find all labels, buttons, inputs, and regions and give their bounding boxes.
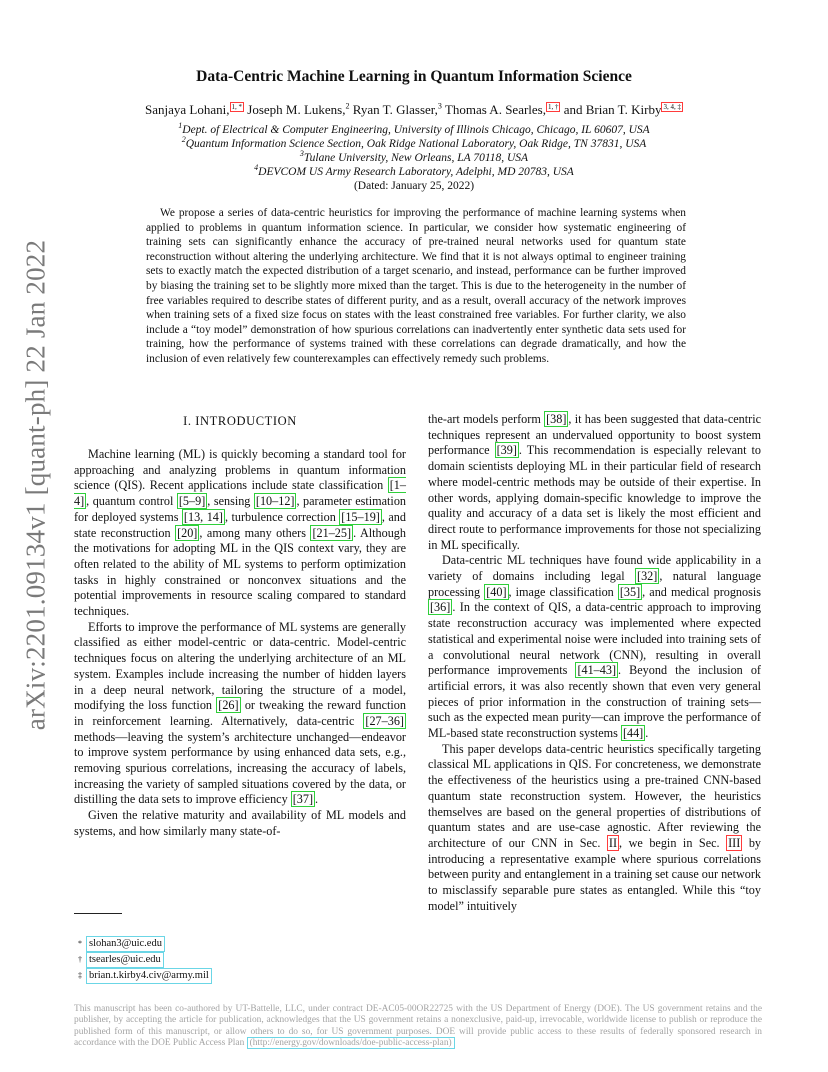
paragraph — [428, 742, 761, 915]
footnote — [74, 952, 334, 968]
email-link[interactable]: tsearles@uic.edu — [86, 952, 164, 968]
section-heading: I. INTRODUCTION — [183, 414, 297, 428]
email-link[interactable]: slohan3@uic.edu — [86, 936, 165, 952]
footnote-mark: † — [78, 955, 82, 964]
text-run: the-art models perform — [428, 412, 545, 426]
author: Thomas A. Searles, — [444, 102, 546, 117]
text-run: , image classification — [508, 584, 618, 599]
author-sup: 3 — [437, 101, 442, 111]
text-run: This paper develops data-centric heuristics specifically targeting classical ML applications in QIS. For concreteness, we demonstrate the effectiveness of the heuristics using a pre-trained CNN-based quantum state reconstruction system. However, the heuristics themselves are based on the general properties of distributions of quantum states and are use-case agnostic. After reviewing the architecture of our CNN in Sec. — [428, 741, 761, 850]
citation-link[interactable]: [44] — [622, 726, 644, 741]
copyright-notice — [74, 1004, 762, 1050]
author-note-ref[interactable]: 1, † — [547, 102, 559, 111]
text-run: . This recommendation is especially relevant to domain scientists deploying ML in their particular field of research where model-centric methods may be outside of their expertise. In other words, applying domain-specific knowledge to improve the quality and accuracy of a data set is likely the most efficient and direct route to performance improvements for those not specializing in ML specifically. — [428, 443, 761, 552]
author: and Brian T. Kirby — [563, 102, 662, 117]
citation-link[interactable]: [32] — [637, 569, 658, 584]
section-link[interactable]: II — [608, 835, 618, 850]
affiliation — [0, 121, 828, 136]
citation-link[interactable]: [39] — [496, 443, 517, 458]
text-run: , we begin in Sec. — [619, 835, 727, 850]
paper-title: Data-Centric Machine Learning in Quantum Information Science — [196, 68, 632, 85]
footnote-mark: * — [78, 939, 82, 948]
author: Joseph M. Lukens, — [247, 102, 346, 117]
author-note-ref[interactable]: 3, 4, ‡ — [663, 102, 681, 111]
text-run: . Although the motivations for adopting ML in the QIS context vary, they are often related to the ability of ML systems to perform optimization tasks in highly constrained or nonconvex situations and the potential improvements in resource scaling compared to standard techniques. — [74, 525, 406, 619]
paragraph: Given the relative maturity and availability of ML models and systems, and how similarly many state-of- — [74, 808, 406, 838]
paragraph — [74, 620, 406, 808]
citation-link[interactable]: [20] — [177, 525, 198, 540]
text-run: , and state reconstruction — [74, 509, 406, 540]
affiliation-text: Tulane University, New Orleans, LA 70118, USA — [303, 152, 529, 164]
affiliation — [0, 149, 828, 164]
affiliation — [0, 163, 828, 178]
citation-link[interactable]: [1–4] — [74, 478, 406, 509]
footnote-rule — [74, 913, 122, 914]
text-run: . In the context of QIS, a data-centric approach to improving state reconstruction accuracy was implemented where expected statistical and experimental noise were included into training sets of a convolutional neural network (CNN), resulting in overall performance improvements — [428, 600, 761, 678]
section-link[interactable]: III — [728, 835, 741, 850]
text-run: or tweaking the reward function in reinforcement learning. Alternatively, data-centric — [74, 698, 406, 728]
right-column — [428, 412, 761, 915]
affiliation-text: Dept. of Electrical & Computer Engineering, University of Illinois Chicago, Chicago, IL 60607, USA — [182, 124, 650, 136]
citation-link[interactable]: [26] — [218, 698, 239, 713]
text-run: , sensing — [207, 494, 254, 509]
citation-link[interactable]: [21–25] — [312, 525, 352, 540]
citation-link[interactable]: [10–12] — [255, 494, 295, 509]
text-run: . — [645, 726, 649, 741]
text-run: methods—leaving the system’s architecture unchanged—endeavor to improve system performance by using enhanced data sets, e.g., removing spurious correlations, increasing the accuracy of labels, increasing the variety of sampled situations covered by the data, or distilling the data sets to improve efficiency — [74, 729, 406, 807]
text-run: Machine learning (ML) is quickly becoming a standard tool for approaching and analyzing problems in quantum information science (QIS). Recent applications include state classification — [74, 447, 406, 493]
text-run: . Beyond the inclusion of artificial errors, it was also recently shown that even very general pieces of prior information in the construction of training sets—such as the expected mean purity—can improve the performance of ML-based state reconstruction systems — [428, 663, 761, 741]
author-note-ref[interactable]: 1, * — [231, 102, 243, 111]
citation-link[interactable]: [35] — [619, 584, 641, 599]
affiliation-number: 4 — [254, 163, 259, 173]
text-run: Efforts to improve the performance of ML systems are generally classified as either model-centric or data-centric. Model-centric techniques focus on altering the underlying architecture of an ML system. Examples include increasing the number of hidden layers in a deep neural network, tailoring the structure of a model, modifying the loss function — [74, 619, 406, 713]
citation-link[interactable]: [40] — [486, 584, 507, 599]
author: Ryan T. Glasser, — [352, 102, 438, 117]
dated-line: (Dated: January 25, 2022) — [353, 180, 475, 192]
paragraph — [428, 412, 761, 553]
citation-link[interactable]: [5–9] — [178, 494, 206, 509]
paragraph — [428, 553, 761, 741]
citation-link[interactable]: [27–36] — [365, 713, 404, 728]
author: Sanjaya Lohani, — [145, 102, 230, 117]
footnote — [74, 968, 334, 984]
arxiv-identifier: arXiv:2201.09134v1 [quant-ph] 22 Jan 2022 — [20, 239, 51, 731]
author-sup: 2 — [345, 101, 350, 111]
citation-link[interactable]: [13, 14] — [183, 509, 223, 524]
author-list — [0, 102, 828, 118]
text-run: Data-centric ML techniques have found wide applicability in a variety of domains including legal — [428, 553, 761, 584]
affiliation — [0, 135, 828, 150]
text-run: , among many others — [199, 525, 311, 540]
text-run: , turbulence correction — [224, 509, 340, 524]
text-run: , it has been suggested that data-centric techniques represent an undervalued opportunity to boost system performance — [428, 412, 761, 458]
text-run: , natural language processing — [428, 569, 762, 599]
text-run: , and medical prognosis — [642, 584, 761, 599]
citation-link[interactable]: [15–19] — [341, 509, 380, 524]
citation-link[interactable]: [37] — [292, 792, 314, 807]
notice-text: This manuscript has been co-authored by UT-Battelle, LLC, under contract DE-AC05-00OR22725 with the US Department of Energy (DOE). The US government retains and the publisher, by accepting the article for publication, acknowledges that the US government retains a nonexclusive, paid-up, irrevocable, worldwide license to publish or reproduce the published form of this manuscript, or allow others to do so, for US government purposes. DOE will provide public access to these results of federally sponsored research in accordance with the DOE Public Access Plan — [74, 1004, 762, 1049]
affiliation-number: 3 — [299, 149, 304, 159]
text-run: , quantum control — [86, 494, 177, 509]
abstract: We propose a series of data-centric heuristics for improving the performance of machine learning systems when applied to problems in quantum information science. In particular, we consider how systematic engineering of training sets can significantly enhance the accuracy of pre-trained neural networks used for quantum state reconstruction without altering the underlying architecture. We find that it is not always optimal to engineer training sets to exactly match the expected distribution of a target scenario, and instead, performance can be further improved by biasing the training set to be slightly more mixed than the target. This is due to the heterogeneity in the number of free variables required to describe states of different purity, and as a result, overall accuracy of the network improves when training sets of a fixed size focus on states with the least constrained free variables. For further clarity, we also include a “toy model” demonstration of how spurious correlations can inadvertently enter synthetic data sets used for training, how the performance of systems trained with these correlations can degrade dramatically, and how the inclusion of even relatively few counterexamples can effectively remedy such problems. — [146, 207, 686, 365]
affiliation-text: Quantum Information Science Section, Oak Ridge National Laboratory, Oak Ridge, TN 37831, USA — [185, 138, 647, 150]
text-run: , parameter estimation for deployed systems — [74, 494, 407, 524]
affiliation-number: 1 — [178, 121, 183, 131]
paragraph — [74, 447, 406, 620]
citation-link[interactable]: [38] — [546, 412, 567, 426]
text-run: . — [315, 792, 319, 807]
citation-link[interactable]: [41–43] — [577, 663, 617, 678]
text-run: by introducing a representative example where spurious correlations between purity and entanglement in a training set cause our network to misclassify separable pure states as entangled. While this “toy model” intuitively — [428, 835, 762, 913]
doe-access-plan-link[interactable]: (http://energy.gov/downloads/doe-public-access-plan) — [247, 1037, 455, 1049]
left-column — [74, 447, 406, 840]
affiliation-number: 2 — [181, 135, 186, 145]
footnote-mark: ‡ — [78, 971, 82, 980]
email-link[interactable]: brian.t.kirby4.civ@army.mil — [86, 968, 212, 984]
citation-link[interactable]: [36] — [430, 600, 451, 615]
footnote — [74, 936, 334, 952]
footnotes — [74, 936, 334, 984]
arxiv-sidebar — [16, 239, 56, 731]
affiliation-text: DEVCOM US Army Research Laboratory, Adelphi, MD 20783, USA — [258, 166, 574, 178]
